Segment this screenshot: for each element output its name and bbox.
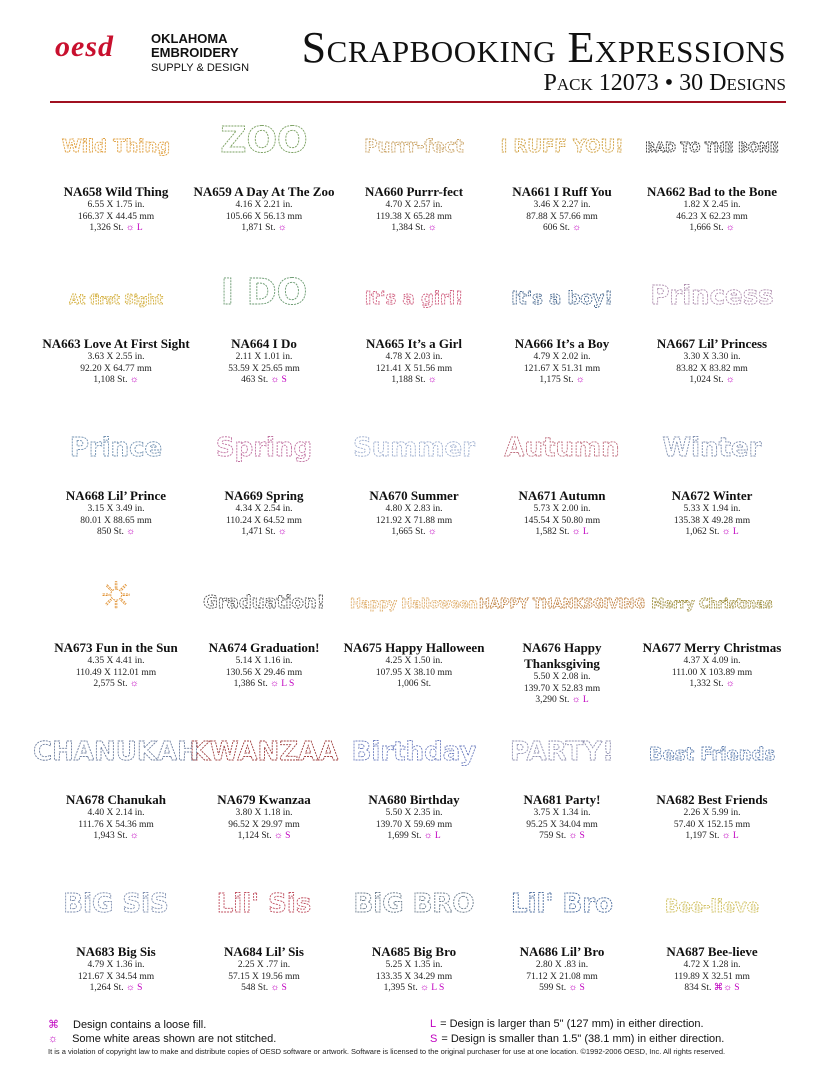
design-artwork [194, 564, 334, 638]
design-size-mm: 53.59 X 25.65 mm [228, 363, 300, 374]
design-art-text: Wild Thing [61, 136, 171, 157]
design-size-inches: 4.70 X 2.57 in. [385, 200, 443, 210]
design-flags: ☼ S [126, 983, 143, 993]
design-artwork [344, 412, 484, 486]
design-size-mm: 95.25 X 34.04 mm [526, 819, 598, 830]
design-stitch-count: 1,264 St. [89, 983, 124, 993]
legend-small [430, 1033, 724, 1045]
design-size-inches: 3.30 X 3.30 in. [683, 352, 741, 362]
design-art-text: BiG SiS [63, 889, 169, 919]
page-title: Scrapbooking Expressions [301, 23, 786, 72]
design-art-text: Best Friends [648, 744, 776, 765]
design-size-inches: 4.37 X 4.09 in. [683, 656, 741, 666]
design-name: NA658 Wild Thing [63, 184, 169, 199]
design-flags: ☼ S [270, 983, 287, 993]
design-artwork [492, 260, 632, 334]
design-name: NA669 Spring [224, 488, 304, 503]
design-art-text: Bee-lieve [664, 896, 760, 917]
design-size-mm: 57.40 X 152.15 mm [673, 819, 751, 830]
design-size-inches: 1.82 X 2.45 in. [683, 200, 741, 210]
design-stitches-row [636, 983, 788, 995]
design-size-inches: 4.72 X 1.28 in. [683, 960, 741, 970]
design-flags: ☼ [277, 527, 287, 537]
design-artwork [344, 260, 484, 334]
design-size-inches: 3.80 X 1.18 in. [235, 808, 293, 818]
design-stitches-row [486, 983, 638, 995]
design-stitch-count: 1,175 St. [539, 375, 574, 385]
design-stitches-row [188, 983, 340, 995]
design-stitches-row [636, 527, 788, 539]
design-art-text: I DO [220, 272, 308, 313]
design-stitch-count: 1,699 St. [387, 831, 422, 841]
design-size-inches: 2.80 X .83 in. [535, 960, 589, 970]
design-artwork [46, 108, 186, 182]
design-stitches-row [636, 375, 788, 387]
design-stitches-row [486, 375, 638, 387]
design-item [188, 564, 340, 691]
design-art-text: Lil' Sis [216, 889, 312, 919]
design-item [188, 716, 340, 843]
design-artwork [492, 108, 632, 182]
design-stitches-row [338, 223, 490, 235]
design-art-text: At first Sight [69, 293, 163, 308]
design-item [636, 412, 788, 539]
design-stitches-row [486, 527, 638, 539]
design-art-text: BAD TO THE BONE [645, 141, 779, 156]
design-size-inches: 5.25 X 1.35 in. [385, 960, 443, 970]
legend-white-areas [48, 1033, 276, 1045]
design-size-inches: 4.34 X 2.54 in. [235, 504, 293, 514]
design-artwork [194, 868, 334, 942]
design-flags: ☼ [725, 679, 735, 689]
design-art-text: Princess [650, 281, 774, 311]
design-stitches-row [40, 375, 192, 387]
design-art-text: Winter [662, 433, 762, 463]
design-name: NA670 Summer [369, 488, 459, 503]
design-size-mm: 130.56 X 29.46 mm [225, 667, 303, 678]
design-size-mm: 121.41 X 51.56 mm [375, 363, 453, 374]
design-stitch-count: 3,290 St. [535, 695, 570, 705]
design-stitches-row [188, 375, 340, 387]
design-stitches-row [40, 983, 192, 995]
design-art-text: Birthday [351, 737, 477, 767]
design-name: NA682 Best Friends [656, 792, 768, 807]
design-stitches-row [188, 831, 340, 843]
legend-large [430, 1018, 704, 1030]
design-stitch-count: 850 St. [96, 527, 124, 537]
design-name: NA676 Happy Thanksgiving [522, 640, 602, 671]
design-art-text: PARTY! [509, 737, 615, 767]
design-item [636, 716, 788, 843]
design-name: NA677 Merry Christmas [642, 640, 782, 655]
legend-white-text: Some white areas shown are not stitched. [72, 1033, 277, 1045]
design-size-mm: 110.24 X 64.52 mm [226, 515, 302, 526]
design-flags: ☼ L [721, 831, 739, 841]
design-name: NA666 It’s a Boy [514, 336, 610, 351]
design-stitches-row [188, 223, 340, 235]
design-name: NA662 Bad to the Bone [646, 184, 777, 199]
design-size-mm: 133.35 X 34.29 mm [375, 971, 453, 982]
design-stitch-count: 606 St. [542, 223, 570, 233]
design-stitches-row [338, 831, 490, 843]
design-stitch-count: 1,386 St. [233, 679, 268, 689]
design-item [188, 868, 340, 995]
design-size-inches: 2.11 X 1.01 in. [235, 352, 293, 362]
design-name: NA672 Winter [671, 488, 753, 503]
design-name: NA659 A Day At The Zoo [193, 184, 335, 199]
design-stitch-count: 1,326 St. [89, 223, 124, 233]
design-name: NA686 Lil’ Bro [519, 944, 605, 959]
design-artwork [642, 716, 782, 790]
design-size-inches: 5.14 X 1.16 in. [235, 656, 293, 666]
design-stitches-row [486, 223, 638, 235]
design-name: NA663 Love At First Sight [42, 336, 190, 351]
design-item [40, 868, 192, 995]
small-icon: S [430, 1033, 438, 1045]
design-flags: ☼ [277, 223, 287, 233]
design-item [338, 108, 490, 235]
design-size-inches: 5.73 X 2.00 in. [533, 504, 591, 514]
design-stitch-count: 548 St. [241, 983, 269, 993]
design-stitch-count: 1,124 St. [237, 831, 272, 841]
design-size-inches: 3.15 X 3.49 in. [87, 504, 145, 514]
design-artwork [478, 564, 646, 638]
design-stitch-count: 463 St. [241, 375, 269, 385]
design-size-mm: 87.88 X 57.66 mm [526, 211, 598, 222]
design-artwork [642, 260, 782, 334]
design-flags: ☼ L S [270, 679, 295, 689]
design-item [478, 564, 646, 707]
design-stitch-count: 2,575 St. [93, 679, 128, 689]
design-size-inches: 4.40 X 2.14 in. [87, 808, 145, 818]
design-stitches-row [636, 223, 788, 235]
design-artwork [492, 868, 632, 942]
legend-loose-fill [48, 1018, 206, 1031]
header-divider [50, 101, 786, 103]
design-item [40, 260, 192, 387]
design-stitch-count: 1,395 St. [383, 983, 418, 993]
design-artwork [642, 412, 782, 486]
design-size-inches: 5.50 X 2.35 in. [385, 808, 443, 818]
design-item [636, 108, 788, 235]
design-flags: ☼ L S [420, 983, 445, 993]
design-stitches-row [636, 831, 788, 843]
design-size-mm: 119.38 X 65.28 mm [376, 211, 452, 222]
design-size-inches: 3.63 X 2.55 in. [87, 352, 145, 362]
design-art-text: Prince [69, 433, 163, 463]
design-size-mm: 139.70 X 52.83 mm [523, 683, 601, 694]
design-flags: ☼ [126, 527, 136, 537]
design-item [636, 260, 788, 387]
logo-line-1: OKLAHOMA [151, 31, 228, 46]
design-art-text: Graduation! [203, 592, 325, 613]
design-artwork [46, 868, 186, 942]
design-size-mm: 92.20 X 64.77 mm [80, 363, 152, 374]
page-subtitle: Pack 12073 • 30 Designs [543, 70, 786, 96]
design-stitches-row [338, 527, 490, 539]
design-stitch-count: 834 St. [684, 983, 712, 993]
design-size-mm: 107.95 X 38.10 mm [375, 667, 453, 678]
design-flags: ☼ [129, 831, 139, 841]
design-artwork [194, 260, 334, 334]
design-artwork [46, 260, 186, 334]
design-stitch-count: 1,943 St. [93, 831, 128, 841]
design-size-inches: 2.25 X .77 in. [237, 960, 291, 970]
design-art-text: Summer [353, 433, 475, 463]
design-size-mm: 110.49 X 112.01 mm [75, 667, 157, 678]
design-flags: ☼ S [274, 831, 291, 841]
design-size-mm: 105.66 X 56.13 mm [225, 211, 303, 222]
legend-small-text: = Design is smaller than 1.5" (38.1 mm) in either direction. [441, 1033, 725, 1045]
design-item [486, 716, 638, 843]
design-size-inches: 6.55 X 1.75 in. [87, 200, 145, 210]
copyright-notice: It is a violation of copyright law to make and distribute copies of OESD software or artwork. Software is licensed to the original purchaser for use at one location. ©1992-2006 OESD, Inc. All rights reserved. [48, 1047, 726, 1056]
design-size-mm: 121.67 X 34.54 mm [77, 971, 155, 982]
design-size-mm: 139.70 X 59.69 mm [375, 819, 453, 830]
design-name: NA687 Bee-lieve [666, 944, 758, 959]
design-size-inches: 5.33 X 1.94 in. [683, 504, 741, 514]
design-stitches-row [636, 679, 788, 691]
design-stitch-count: 1,665 St. [391, 527, 426, 537]
design-name: NA681 Party! [523, 792, 601, 807]
design-item [486, 108, 638, 235]
design-artwork [46, 564, 186, 638]
design-size-inches: 5.50 X 2.08 in. [533, 672, 591, 682]
design-art-text: HAPPY THANKSGIVING [478, 597, 646, 612]
design-stitches-row [188, 679, 340, 691]
design-artwork [642, 868, 782, 942]
design-flags: ☼ [427, 223, 437, 233]
design-size-mm: 166.37 X 44.45 mm [77, 211, 155, 222]
design-stitches-row [338, 679, 490, 691]
design-name: NA674 Graduation! [208, 640, 320, 655]
design-size-inches: 4.78 X 2.03 in. [385, 352, 443, 362]
design-size-mm: 145.54 X 50.80 mm [523, 515, 601, 526]
design-size-mm: 96.52 X 29.97 mm [228, 819, 300, 830]
design-size-inches: 4.25 X 1.50 in. [385, 656, 443, 666]
design-size-inches: 4.35 X 4.41 in. [87, 656, 145, 666]
page-header [0, 0, 834, 104]
design-artwork [344, 564, 484, 638]
design-item [40, 108, 192, 235]
design-art-text: Happy Halloween [350, 597, 478, 612]
design-art-text: Merry Christmas [651, 597, 773, 612]
design-stitch-count: 1,006 St. [396, 679, 432, 689]
design-stitch-count: 1,024 St. [689, 375, 724, 385]
design-flags: ☼ [427, 527, 437, 537]
design-flags: ☼ L [125, 223, 143, 233]
design-size-inches: 2.26 X 5.99 in. [683, 808, 741, 818]
design-stitch-count: 1,871 St. [241, 223, 276, 233]
design-artwork [492, 412, 632, 486]
design-size-mm: 57.15 X 19.56 mm [228, 971, 300, 982]
design-flags: ☼ L [721, 527, 739, 537]
design-artwork [642, 564, 782, 638]
design-stitches-row [486, 695, 638, 707]
sun-icon: ☼ [48, 1033, 59, 1045]
design-name: NA678 Chanukah [65, 792, 167, 807]
design-stitch-count: 1,332 St. [689, 679, 724, 689]
design-name: NA664 I Do [231, 336, 297, 351]
design-name: NA668 Lil’ Prince [65, 488, 167, 503]
design-flags: ☼ [427, 375, 437, 385]
design-art-text: Purrr-fect [364, 136, 464, 157]
design-item [338, 564, 490, 691]
design-stitches-row [40, 679, 192, 691]
design-item [33, 716, 199, 843]
design-item [338, 260, 490, 387]
design-size-mm: 111.76 X 54.36 mm [78, 819, 154, 830]
design-art-text: Spring [215, 433, 313, 463]
design-art-text: Autumn [504, 433, 620, 463]
design-item [338, 412, 490, 539]
design-item [636, 868, 788, 995]
design-name: NA679 Kwanzaa [217, 792, 311, 807]
design-artwork [33, 716, 199, 790]
design-size-mm: 135.38 X 49.28 mm [673, 515, 751, 526]
design-art-text: I RUFF YOU! [500, 136, 624, 157]
design-stitches-row [338, 983, 490, 995]
design-flags: ☼ [572, 223, 582, 233]
logo-brand-name [151, 32, 239, 60]
design-size-inches: 4.16 X 2.21 in. [235, 200, 293, 210]
design-flags: ☼ S [270, 375, 287, 385]
design-size-mm: 80.01 X 88.65 mm [80, 515, 152, 526]
design-stitches-row [40, 831, 192, 843]
design-item [188, 260, 340, 387]
legend-loose-fill-text: Design contains a loose fill. [73, 1019, 207, 1031]
design-stitch-count: 1,666 St. [689, 223, 724, 233]
design-flags: ⌘☼ S [713, 983, 740, 993]
design-artwork [642, 108, 782, 182]
design-artwork [344, 716, 484, 790]
legend-large-text: = Design is larger than 5" (127 mm) in either direction. [440, 1018, 704, 1030]
design-item [338, 716, 490, 843]
design-size-inches: 3.46 X 2.27 in. [533, 200, 591, 210]
design-name: NA675 Happy Halloween [343, 640, 485, 655]
design-size-mm: 71.12 X 21.08 mm [526, 971, 598, 982]
design-flags: ☼ [575, 375, 585, 385]
design-artwork [194, 412, 334, 486]
design-size-inches: 4.79 X 1.36 in. [87, 960, 145, 970]
design-name: NA673 Fun in the Sun [54, 640, 178, 655]
design-art-text: It's a boy! [511, 288, 613, 309]
design-flags: ☼ L [571, 695, 589, 705]
design-item [338, 868, 490, 995]
design-stitch-count: 1,582 St. [535, 527, 570, 537]
design-name: NA685 Big Bro [371, 944, 457, 959]
design-size-inches: 4.80 X 2.83 in. [385, 504, 443, 514]
design-artwork [344, 868, 484, 942]
design-stitch-count: 599 St. [539, 983, 567, 993]
design-art-text: Lil' Bro [511, 889, 613, 919]
design-item [486, 412, 638, 539]
design-flags: ☼ S [568, 831, 585, 841]
design-stitches-row [486, 831, 638, 843]
design-name: NA661 I Ruff You [512, 184, 612, 199]
design-artwork [492, 716, 632, 790]
design-item [486, 868, 638, 995]
design-item [40, 412, 192, 539]
design-stitch-count: 759 St. [539, 831, 567, 841]
design-size-mm: 111.00 X 103.89 mm [671, 667, 753, 678]
oesd-logo [55, 30, 285, 80]
design-stitch-count: 1,471 St. [241, 527, 276, 537]
design-size-mm: 119.89 X 32.51 mm [674, 971, 750, 982]
design-item [636, 564, 788, 691]
design-name: NA667 Lil’ Princess [656, 336, 768, 351]
design-size-mm: 121.67 X 51.31 mm [523, 363, 601, 374]
design-stitches-row [188, 527, 340, 539]
design-stitch-count: 1,384 St. [391, 223, 426, 233]
design-artwork [46, 412, 186, 486]
design-name: NA665 It’s a Girl [366, 336, 462, 351]
design-art-text: KWANZAA [189, 737, 339, 767]
design-stitches-row [40, 223, 192, 235]
design-size-inches: 4.79 X 2.02 in. [533, 352, 591, 362]
design-name: NA660 Purrr-fect [364, 184, 464, 199]
design-stitch-count: 1,062 St. [685, 527, 720, 537]
design-name: NA683 Big Sis [76, 944, 156, 959]
design-size-mm: 83.82 X 83.82 mm [676, 363, 748, 374]
design-art-text: It's a girl! [364, 288, 464, 309]
design-item [40, 564, 192, 691]
logo-mark: oesd [55, 30, 114, 63]
design-name: NA680 Birthday [368, 792, 460, 807]
loose-fill-icon: ⌘ [48, 1019, 59, 1031]
design-flags: ☼ S [568, 983, 585, 993]
design-item [486, 260, 638, 387]
design-art-text: ZOO [220, 120, 308, 161]
design-name: NA684 Lil’ Sis [224, 944, 304, 959]
large-icon: L [430, 1018, 437, 1030]
design-stitches-row [338, 375, 490, 387]
design-name: NA671 Autumn [518, 488, 606, 503]
design-stitches-row [40, 527, 192, 539]
design-size-mm: 121.92 X 71.88 mm [375, 515, 453, 526]
design-artwork [194, 108, 334, 182]
design-art-text: ☀ [99, 576, 133, 617]
design-artwork [344, 108, 484, 182]
logo-line-2: EMBROIDERY [151, 45, 239, 60]
logo-line-3: SUPPLY & DESIGN [151, 62, 250, 74]
design-flags: ☼ [725, 223, 735, 233]
design-size-mm: 46.23 X 62.23 mm [676, 211, 748, 222]
design-flags: ☼ [725, 375, 735, 385]
design-flags: ☼ L [571, 527, 589, 537]
design-size-inches: 3.75 X 1.34 in. [533, 808, 591, 818]
design-artwork [189, 716, 339, 790]
design-flags: ☼ L [423, 831, 441, 841]
design-art-text: CHANUKAH [33, 737, 199, 767]
design-stitch-count: 1,188 St. [391, 375, 426, 385]
design-stitch-count: 1,108 St. [93, 375, 128, 385]
design-item [188, 412, 340, 539]
design-item [188, 108, 340, 235]
design-stitch-count: 1,197 St. [685, 831, 720, 841]
design-art-text: BiG BRO [353, 889, 475, 919]
design-flags: ☼ [129, 679, 139, 689]
design-flags: ☼ [129, 375, 139, 385]
